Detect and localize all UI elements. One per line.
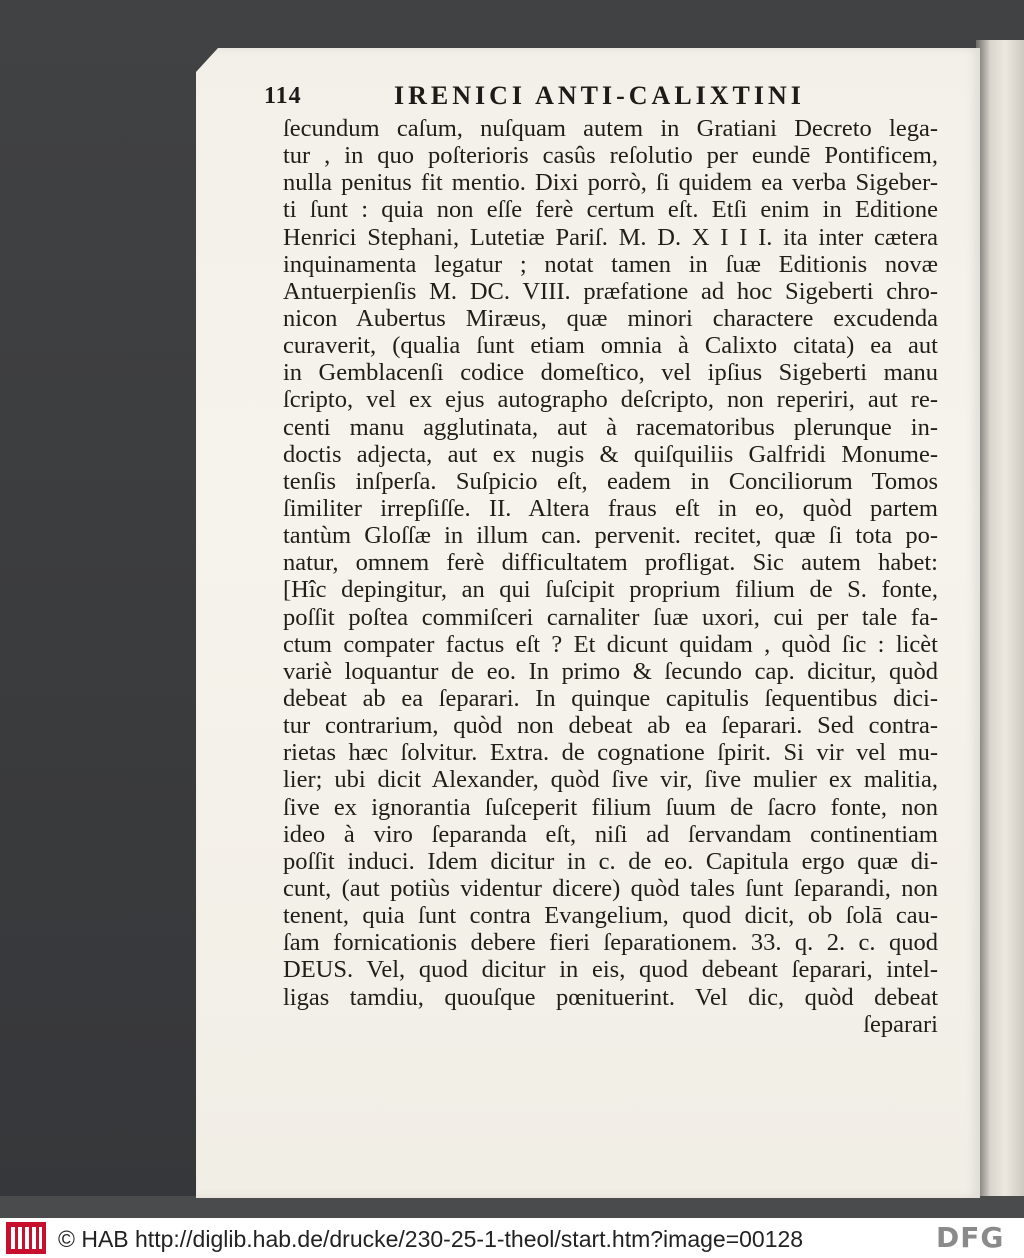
text-line: tur , in quo poſterioris casûs reſolutio per eundē Pontificem, [283,142,938,170]
text-line: variè loquantur de eo. In primo & ſecundo cap. dicitur, quòd [283,657,938,685]
text-line: in Gemblacenſi codice domeſtico, vel ipſius Sigeberti manu [283,359,938,387]
footer-url[interactable]: © HAB http://diglib.hab.de/drucke/230-25-1-theol/start.htm?image=00128 [58,1226,804,1252]
text-line: ſive ex ignorantia ſuſceperit filium ſuum de ſacro fonte, non [283,793,938,821]
text-line: tur contrarium, quòd non debeat ab ea ſeparari. Sed contra- [283,712,938,740]
text-line: DEUS. Vel, quod dicitur in eis, quod debeant ſeparari, intel- [283,956,938,984]
text-line: cunt, (aut potiùs videntur dicere) quòd tales ſunt ſeparandi, non [283,874,938,902]
scan-bottom-margin [0,1196,1024,1218]
text-line: [Hîc depingitur, an qui ſuſcipit proprium filium de S. fonte, [283,576,938,604]
text-line: rietas hæc ſolvitur. Extra. de cognatione ſpirit. Si vir vel mu- [283,739,938,767]
text-line: poſſit poſtea commiſceri carnaliter ſuæ uxori, cui per tale fa- [283,603,938,631]
adjacent-page-edge [976,40,1024,1200]
bleed-through-text [290,1072,790,1112]
hab-logo-icon [6,1222,46,1254]
text-line: curaverit, (qualia ſunt etiam omnia à Calixto citata) ea aut [283,332,938,360]
running-head [264,76,954,116]
text-line: natur, omnem ferè difficultatem profligat. Sic autem habet: [283,549,938,577]
text-line: tenent, quia ſunt contra Evangelium, quod dicit, ob ſolā cau- [283,902,938,930]
text-line: nicon Aubertus Miræus, quæ minori charactere excudenda [283,304,938,332]
text-line: tantùm Gloſſæ in illum can. pervenit. recitet, quæ ſi tota po- [283,522,938,550]
page-number: 114 [264,82,302,109]
page-body-text [283,115,938,1038]
text-line: Henrici Stephani, Lutetiæ Pariſ. M. D. X I I I. ita inter cætera [283,223,938,251]
text-line: ſecundum caſum, nuſquam autem in Gratiani Decreto lega- [283,115,938,142]
text-line: ſimiliter irrepſiſſe. II. Altera fraus eſt in eo, quòd partem [283,494,938,522]
text-line: ideo à viro ſeparanda eſt, niſi ad ſervandam continentiam [283,820,938,848]
text-line: ctum compater factus eſt ? Et dicunt quidam , quòd ſic : licèt [283,630,938,658]
text-line: ſeparari [863,1010,938,1038]
text-line: Antuerpienſis M. DC. VIII. præfatione ad hoc Sigeberti chro- [283,277,938,305]
text-line: ligas tamdiu, quouſque pœnituerint. Vel dic, quòd debeat [283,983,938,1011]
text-line: ſam fornicationis debere fieri ſeparationem. 33. q. 2. c. quod [283,929,938,957]
dfg-logo: DFG [936,1221,1005,1254]
text-line: ſcripto, vel ex ejus autographo deſcripto, non reperiri, aut re- [283,386,938,414]
text-line: poſſit induci. Idem dicitur in c. de eo. Capitula ergo quæ di- [283,847,938,875]
running-head-title: IRENICI ANTI-CALIXTINI [394,81,805,110]
text-line: lier; ubi dicit Alexander, quòd ſive vir, ſive mulier ex malitia, [283,766,938,794]
text-line: ti ſunt : quia non eſſe ferè certum eſt. Etſi enim in Editione [283,196,938,224]
text-line: doctis adjecta, aut ex nugis & quiſquiliis Galfridi Monume- [283,440,938,468]
text-line: nulla penitus fit mentio. Dixi porrò, ſi quidem ea verba Sigeber- [283,169,938,197]
text-line: debeat ab ea ſeparari. In quinque capitulis ſequentibus dici- [283,684,938,712]
text-line: tenſis inſperſa. Suſpicio eſt, eadem in Conciliorum Tomos [283,467,938,495]
text-line: inquinamenta legatur ; notat tamen in ſuæ Editionis novæ [283,250,938,278]
text-line: centi manu agglutinata, aut à racematoribus plerunque in- [283,413,938,441]
